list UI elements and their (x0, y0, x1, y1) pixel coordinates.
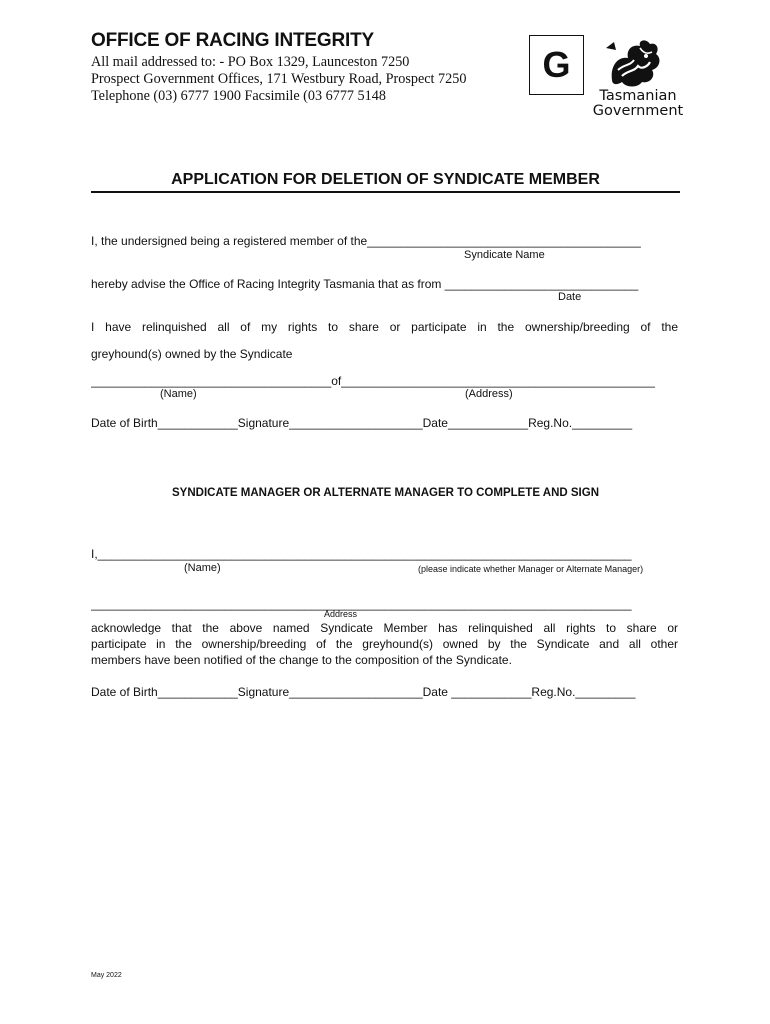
acknowledge-line-3: members have been notified of the change to the composition of the Syndicate. (91, 653, 512, 667)
manager-address-caption: Address (324, 609, 358, 619)
gov-text (588, 89, 688, 119)
relinquish-line-1: I have relinquished all of my rights to share or participate in the ownership/breeding of the (91, 320, 678, 334)
tasmanian-government-logo-icon (604, 36, 664, 90)
manager-name-caption: (Name) (184, 562, 221, 574)
acknowledge-line-1: acknowledge that the above named Syndicate Member has relinquished all rights to share or (91, 621, 678, 635)
address-line-3: Telephone (03) 6777 1900 Facsimile (03 6777 5148 (91, 88, 386, 104)
relinquish-line-2: greyhound(s) owned by the Syndicate (91, 347, 293, 361)
footer-date: May 2022 (91, 972, 122, 979)
member-details-line[interactable]: Date of Birth____________Signature____________________Date____________Reg.No._________ (91, 416, 633, 430)
title-divider (91, 191, 680, 193)
acknowledge-line-2: participate in the ownership/breeding of the greyhound(s) owned by the Syndicate and all other (91, 637, 678, 651)
name-address-line[interactable]: ____________________________________of_______________________________________________ (91, 374, 655, 388)
manager-address-line[interactable]: _________________________________________________________________________________ (91, 597, 632, 611)
syndicate-name-line[interactable]: I, the undersigned being a registered member of the_________________________________________ (91, 234, 641, 248)
name-caption: (Name) (160, 388, 197, 400)
acknowledge-paragraph (91, 620, 678, 668)
from-date-line[interactable]: hereby advise the Office of Racing Integrity Tasmania that as from _____________________________ (91, 277, 639, 291)
from-date-caption: Date (558, 291, 582, 303)
relinquish-paragraph (91, 319, 678, 335)
gov-text-line-1: Tasmanian (599, 88, 677, 104)
address-caption: (Address) (465, 388, 513, 400)
address-line-1: All mail addressed to: - PO Box 1329, Launceston 7250 (91, 54, 410, 70)
address-line-2: Prospect Government Offices, 171 Westbury Road, Prospect 7250 (91, 71, 467, 87)
org-title: OFFICE OF RACING INTEGRITY (91, 30, 374, 51)
manager-name-line[interactable]: I,________________________________________________________________________________ (91, 547, 632, 561)
manager-section-heading: SYNDICATE MANAGER OR ALTERNATE MANAGER TO COMPLETE AND SIGN (172, 487, 599, 499)
gov-text-line-2: Government (592, 103, 684, 119)
manager-role-caption: (please indicate whether Manager or Alternate Manager) (418, 564, 644, 574)
manager-details-line[interactable]: Date of Birth____________Signature____________________Date ____________Reg.No._________ (91, 685, 636, 699)
grade-box: G (529, 35, 584, 95)
syndicate-name-caption: Syndicate Name (464, 249, 545, 261)
form-title: APPLICATION FOR DELETION OF SYNDICATE MEMBER (171, 171, 600, 188)
